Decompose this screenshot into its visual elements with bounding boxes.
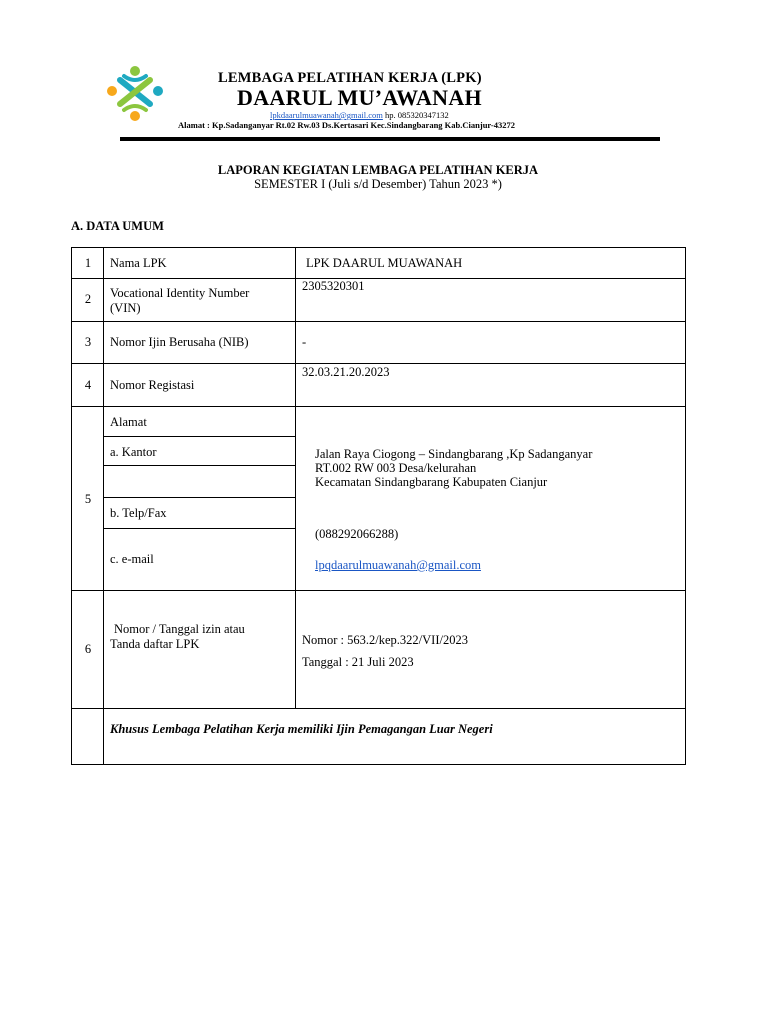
phone-value: (088292066288): [315, 527, 399, 541]
row-label: Nama LPK: [110, 256, 167, 270]
header-address: Alamat : Kp.Sadanganyar Rt.02 Rw.03 Ds.Kertasari Kec.Sindangbarang Kab.Cianjur-43272: [178, 120, 515, 130]
row-value: 32.03.21.20.2023: [302, 365, 390, 379]
table-divider: [72, 321, 685, 322]
table-divider: [103, 497, 296, 498]
permit-number: Nomor : 563.2/kep.322/VII/2023: [302, 633, 468, 647]
report-title: LAPORAN KEGIATAN LEMBAGA PELATIHAN KERJA: [217, 163, 539, 177]
row-label: Tanda daftar LPK: [110, 637, 200, 651]
report-subtitle: SEMESTER I (Juli s/d Desember) Tahun 2023 *): [254, 177, 502, 191]
kantor-label: a. Kantor: [110, 445, 157, 459]
email-link[interactable]: lpqdaarulmuawanah@gmail.com: [315, 558, 481, 572]
table-divider: [295, 248, 296, 708]
permit-date: Tanggal : 21 Juli 2023: [302, 655, 414, 669]
address-line: RT.002 RW 003 Desa/kelurahan: [315, 461, 477, 475]
row-label: Nomor / Tanggal izin atau: [114, 622, 245, 636]
email-label: c. e-mail: [110, 552, 154, 566]
row-value: 2305320301: [302, 279, 365, 293]
address-line: Kecamatan Sindangbarang Kabupaten Cianjur: [315, 475, 548, 489]
row-value: LPK DAARUL MUAWANAH: [306, 256, 463, 270]
row-label: Nomor Ijin Berusaha (NIB): [110, 335, 249, 349]
row-number: 1: [84, 256, 92, 270]
alamat-label: Alamat: [110, 415, 147, 429]
header-phone: hp. 085320347132: [385, 110, 449, 120]
table-divider: [103, 436, 296, 437]
lpk-logo-icon: [100, 64, 170, 124]
table-divider: [72, 278, 685, 279]
header-email-link[interactable]: lpkdaarulmuawanah@gmail.com: [270, 110, 383, 120]
contact-line: [270, 110, 449, 120]
telp-label: b. Telp/Fax: [110, 506, 167, 520]
table-divider: [72, 406, 685, 407]
section-heading: A. DATA UMUM: [71, 219, 164, 233]
row-number: 2: [84, 292, 92, 306]
table-divider: [103, 465, 296, 466]
row-number: 5: [84, 492, 92, 506]
row-number: 4: [84, 378, 92, 392]
header-divider: [120, 137, 660, 141]
table-divider: [72, 590, 685, 591]
row-number: 6: [84, 642, 92, 656]
data-table: [71, 247, 686, 765]
table-divider: [72, 363, 685, 364]
address-line: Jalan Raya Ciogong – Sindangbarang ,Kp Sadanganyar: [315, 447, 593, 461]
table-note: Khusus Lembaga Pelatihan Kerja memiliki Ijin Pemagangan Luar Negeri: [110, 722, 493, 736]
row-value: -: [302, 335, 307, 349]
table-divider: [72, 708, 685, 709]
org-name: DAARUL MU’AWANAH: [237, 85, 482, 110]
table-divider: [103, 528, 296, 529]
org-line: LEMBAGA PELATIHAN KERJA (LPK): [218, 70, 482, 86]
row-label: Nomor Registasi: [110, 378, 195, 392]
row-number: 3: [84, 335, 92, 349]
row-label: Vocational Identity Number: [110, 286, 250, 300]
row-label: (VIN): [110, 301, 141, 315]
